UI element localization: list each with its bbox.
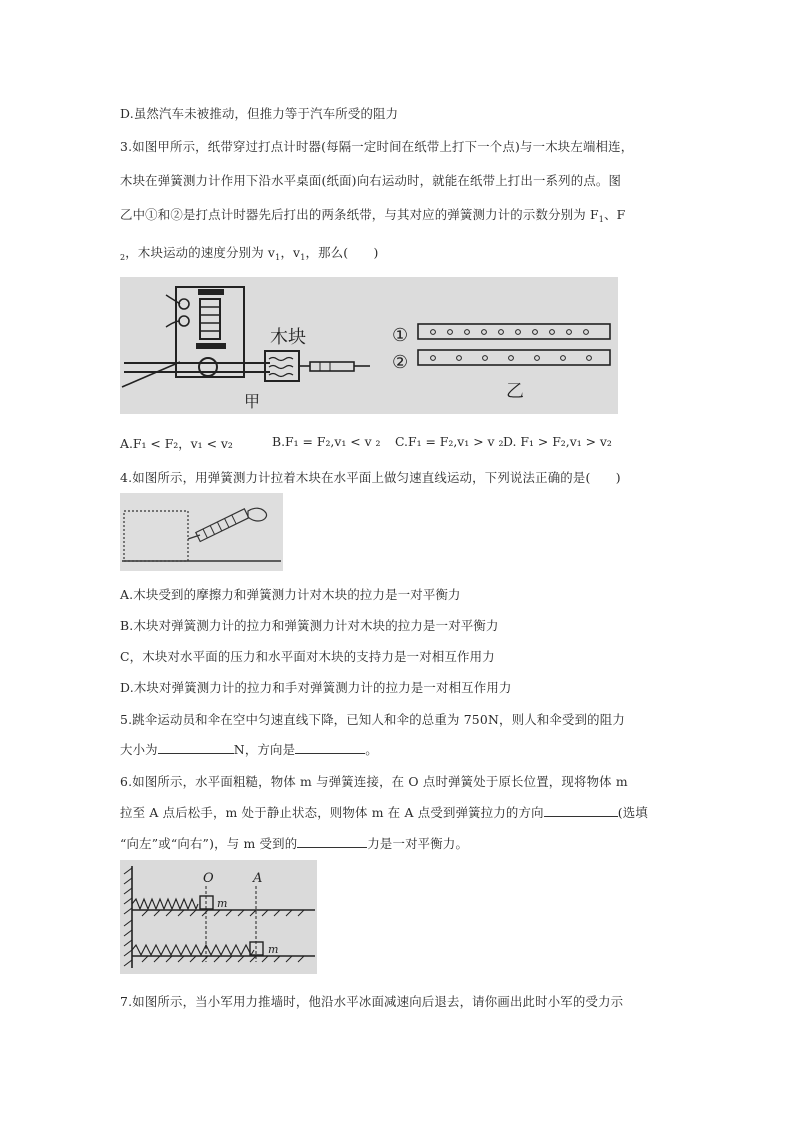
q4-option-b: B.木块对弹簧测力计的拉力和弹簧测力计对木块的拉力是一对平衡力	[120, 618, 499, 633]
tape-dot	[457, 356, 462, 361]
q3-figure-drawing	[120, 277, 618, 414]
tape1-label: ①	[392, 325, 409, 346]
q4-block	[124, 511, 188, 561]
label-o: O	[203, 871, 214, 886]
roller	[199, 358, 217, 376]
label-m-upper: m	[217, 897, 228, 910]
q3-figure	[120, 277, 618, 414]
tape-dot	[509, 356, 514, 361]
q3-stem-line3: 乙中①和②是打点计时器先后打出的两条纸带，与其对应的弹簧测力计的示数分别为 $F_1$、F	[120, 207, 626, 224]
q5-blank-magnitude[interactable]	[158, 741, 234, 754]
q3-option-c: C.F₁ = F₂,v₁ > v ₂	[395, 434, 504, 449]
tape-dot	[533, 330, 538, 335]
q2-option-d: D.虽然汽车未被推动，但推力等于汽车所受的阻力	[120, 106, 399, 121]
q6-line1: 6.如图所示，水平面粗糙，物体 m 与弹簧连接，在 O 点时弹簧处于原长位置，现将物体 m	[120, 774, 628, 789]
tape-2	[418, 350, 610, 365]
q5-line1: 5.跳伞运动员和伞在空中匀速直线下降，已知人和伞的总重为 750N，则人和伞受到的阻力	[120, 712, 625, 727]
q3-option-b: B.F₁ = F₂,v₁ < v ₂	[272, 434, 381, 449]
q6-blank-direction[interactable]	[544, 804, 618, 817]
label-yi: 乙	[506, 381, 524, 402]
q6-figure-drawing	[120, 860, 317, 974]
q3-stem-line4: $_2$，木块运动的速度分别为 $v_1$，$v_1$，那么( )	[120, 245, 379, 262]
q4-option-d: D.木块对弹簧测力计的拉力和手对弹簧测力计的拉力是一对相互作用力	[120, 680, 512, 695]
label-m-lower: m	[268, 943, 279, 956]
tape-dot	[431, 356, 436, 361]
spring-upper	[132, 899, 198, 909]
q4-option-c: C，木块对水平面的压力和水平面对木块的支持力是一对相互作用力	[120, 649, 495, 664]
q5-line2: 大小为 N，方向是 。	[120, 742, 378, 757]
tape-dot	[584, 330, 589, 335]
coil	[200, 299, 220, 339]
q6-line2: 拉至 A 点后松手，m 处于静止状态，则物体 m 在 A 点受到弹簧拉力的方向 (选填	[120, 805, 648, 820]
spring-scale	[310, 362, 354, 371]
tape2-dots	[431, 356, 592, 361]
terminal-top	[179, 299, 189, 309]
tape-dot	[482, 330, 487, 335]
tape1-dots	[431, 330, 589, 335]
label-a: A	[253, 871, 263, 886]
tape-dot	[499, 330, 504, 335]
q3-stem-line1: 3.如图甲所示，纸带穿过打点计时器(每隔一定时间在纸带上打下一个点)与一木块左端相连，	[120, 139, 634, 154]
label-block: 木块	[270, 327, 306, 348]
tape-dot	[448, 330, 453, 335]
q4-figure-drawing	[120, 493, 283, 571]
tape-dot	[535, 356, 540, 361]
q6-line3: “向左”或“向右”)，与 m 受到的 力是一对平衡力。	[120, 836, 469, 851]
label-jia: 甲	[244, 392, 261, 411]
tape-dot	[587, 356, 592, 361]
q3-option-a: A.F₁ < F₂，v₁ < v₂	[120, 436, 233, 451]
tape-dot	[465, 330, 470, 335]
tape-dot	[561, 356, 566, 361]
q3-stem-line2: 木块在弹簧测力计作用下沿水平桌面(纸面)向右运动时，就能在纸带上打出一系列的点。图	[120, 173, 622, 188]
tape-dot	[431, 330, 436, 335]
terminal-bottom	[179, 316, 189, 326]
q4-spring-scale	[196, 509, 249, 542]
tape-dot	[550, 330, 555, 335]
q6-blank-force[interactable]	[297, 835, 367, 848]
q4-figure	[120, 493, 283, 571]
q5-blank-direction[interactable]	[295, 741, 365, 754]
q6-figure	[120, 860, 317, 974]
tape-1	[418, 324, 610, 339]
q4-stem: 4.如图所示，用弹簧测力计拉着木块在水平面上做匀速直线运动，下列说法正确的是( )	[120, 470, 621, 485]
tape-dot	[516, 330, 521, 335]
spring-lower	[132, 945, 254, 955]
q7-line1: 7.如图所示，当小军用力推墙时，他沿水平冰面减速向后退去，请你画出此时小军的受力示	[120, 994, 624, 1009]
tape-dot	[483, 356, 488, 361]
tape2-label: ②	[392, 352, 409, 373]
q4-option-a: A.木块受到的摩擦力和弹簧测力计对木块的拉力是一对平衡力	[120, 587, 461, 602]
q4-hand	[248, 508, 267, 521]
q3-option-d: D. F₁ > F₂,v₁ > v₂	[503, 434, 612, 449]
tape-dot	[567, 330, 572, 335]
